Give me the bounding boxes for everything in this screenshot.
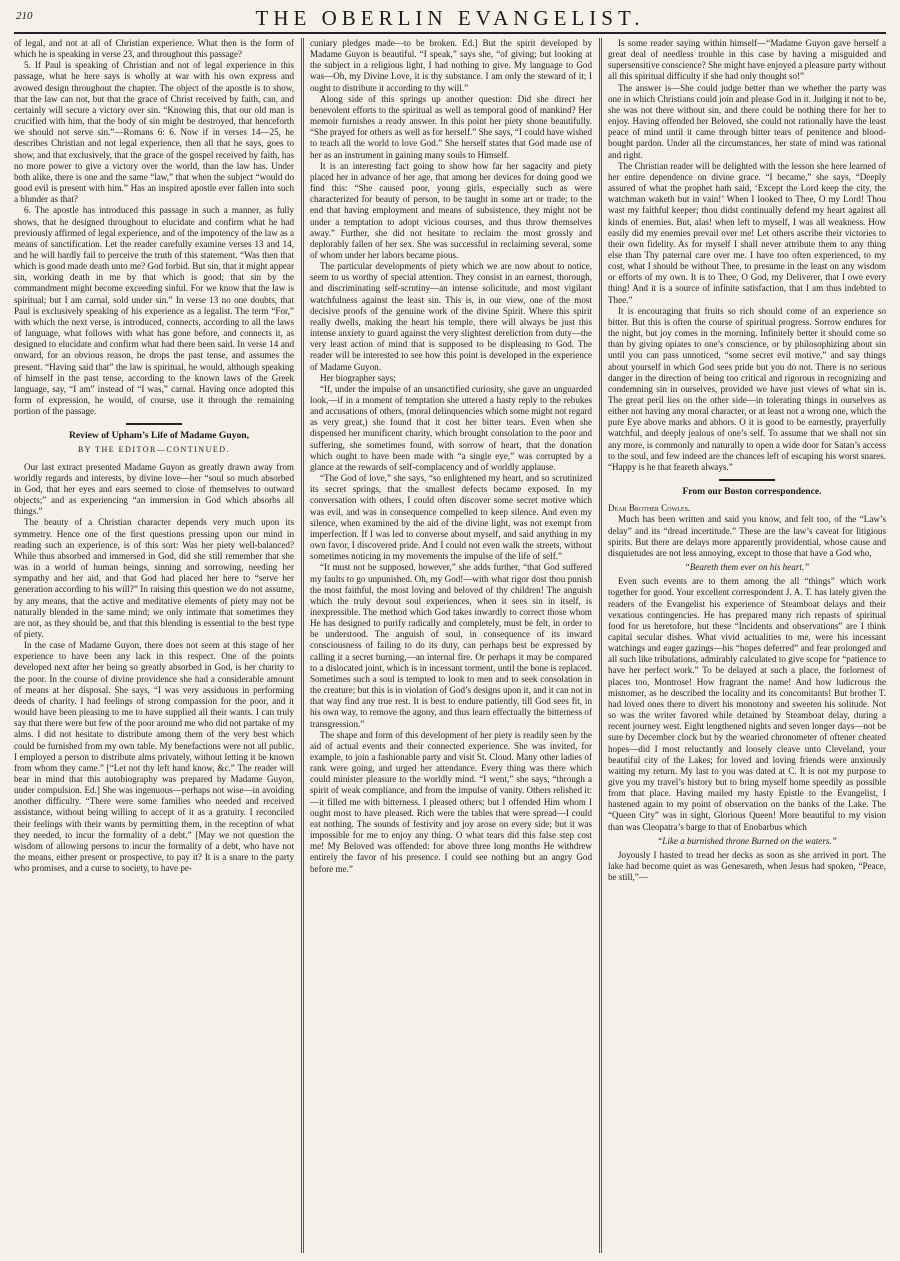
paragraph: 5. If Paul is speaking of Christian and not of legal experience in this passage, what he here says is wholly at war with his own express and avowed design throughout the chapter. The object of the apostle is to show, that the law can not, but that the grace of Christ received by faith, can, and certainly will secure a victory over sin. “Knowing this, that our old man is crucified with him, that the body of sin might be destroyed, that henceforth we should not serve sin.”—Romans 6: 6. Now if in verses 14—25, he describes Christian and not legal experience, then all that he says, goes to show, and that exclusively, that the grace of the gospel received by faith, has no more power to give a victory over the world, than the law has. Under both alike, there is one and the same “law,” that when the subject “would do good evil is present with him.” Has an inspired apostle ever fallen into such a blunder as that?: [14, 60, 294, 205]
paragraph: Even such events are to them among the all “things” which work together for good. Your excellent correspondent J. A. T. has lately given the readers of the Evangelist his experience of Steamboat delays and their vexatious contingencies. He has prepared many rich repasts of spiritual food for us heretofore, but these “Incidents and observations” are I think capital secular dishes. What vivid actualities to me, were his incessant watchings and eager gazings—his “hopes deferred” and fear prolonged and all such like tribulations, admirably calculated to give scope for “patience to have her perfect work.” To be delayed at such a place, the forlornest of places too, Montrose! How fragrant the name! And how ludicrous the misnomer, as he described the locality and its concomitants! But brother T. had loved ones there to divert his monotony and sweeten his solitude. Not so was the writer favored while detained by Steamboat delay, during a recent journey west. Eight lengthened nights and seven longer days—not be sure by December clock but by the wearied chronometer of oftener cheated hopes—did I most reluctantly and loosely cleave unto Cleveland, your beautiful city of the Lakes; for loved and loving friends were anxiously waiting my return. My last to you was dated at C. It is not my purpose to give you my travel’s history but to bring myself home speedily as possible from that place. Having mailed my hasty Epistle to the Evangelist, I hastened again to my point of observation on the banks of the Lake. The “Queen City” was in sight, Glorious Queen! More beautiful to my vision than was Cleopatra’s barge to that of Enobarbus which: [608, 576, 886, 832]
verse-quote: “Like a burnished throne Burned on the waters.”: [657, 835, 837, 846]
masthead-title: THE OBERLIN EVANGELIST.: [255, 6, 645, 30]
paragraph: It is an interesting fact going to show how far her sagacity and piety placed her in advance of her age, that among her devices for doing good we find this: “She caused poor, young girls, especially such as were characterized for beauty of person, to be taught in some art or trade; to the end that having employment and means of subsistence, they might not be under a temptation to adopt vicious courses, and thus throw themselves away.” Further, she did not hesitate to reclaim the most grossly and deplorably fallen of her sex. She was successful in reclaiming several, some of whom under her labors became pious.: [310, 160, 592, 260]
paragraph: Our last extract presented Madame Guyon as greatly drawn away from worldly regards and interests, by divine love—her “soul so much absorbed in God, that her eyes and ears seemed to close of themselves to outward objects;” and as experiencing “an immersion in God which absorbs all things.”: [14, 461, 294, 517]
section-divider: [126, 423, 182, 425]
paragraph: In the case of Madame Guyon, there does not seem at this stage of her experience to have been any lack in this respect. One of the points developed next after her being so greatly absorbed in God, is her charity to the poor. In the course of divine providence she had a considerable amount of means at her disposal. She says, “I was very assiduous in performing deeds of charity. I had feelings of strong compassion for the poor, and it would have been pleasing to me to have supplied all their wants. I can truly say that there were but few of the poor around me who did not partake of my alms. I did not hesitate to distribute among them of the very best which could be furnished from my own table. My benefactions were not all public. I employed a person to distribute alms privately, without letting it be known from whom they came.” [“Let not thy left hand know, &c.” The reader will bear in mind that this autobiography was prepared by Madame Guyon, under compulsion. Ed.] She was ingenuous—perhaps not wise—in avoiding another difficulty. “There were some families who needed and received assistance, without being willing to accept of it as a gratuity. I reconciled their feelings with their wants by permitting them, in the reception of what they needed, to incur the formality of a debt.” [May we not question the wisdom of allowing persons to incur the formality of a debt, who have not the means, either present or prospective, to pay it? It is a snare to the party who promises, and a curse to society, to have pe-: [14, 640, 294, 874]
paragraph: Her biographer says;: [320, 372, 396, 383]
paragraph: The Christian reader will be delighted with the lesson she here learned of her entire dependence on divine grace. “I became,” she says, “Deeply assured of what the prophet hath said, ‘Except the Lord keep the city, the watchman waketh but in vain!’ When I looked to Thee, O my Lord! Thou wast my faithful keeper; thou didst continually defend my heart against all kinds of enemies. But, alas! when left to myself, I was all weakness. How easily did my enemies prevail over me! Let others ascribe their victories to their own fidelity. As for myself I shall never attribute them to any thing else than Thy paternal care over me. I have too often experienced, to my cost, what I should be without Thee, to presume in the least on any wisdom or efforts of my own. It is to Thee, O God, my Deliverer, that I owe every thing! And it is a source of infinite satisfaction, that I am thus indebted to Thee.”: [608, 160, 886, 305]
paragraph: The beauty of a Christian character depends very much upon its symmetry. Hence one of the first questions pressing upon our mind in reading such an experience, is of this sort: Was her piety well-balanced? While thus absorbed and immersed in God, did she still remember that she was in a world of human beings, sinning and sorrowing, needing her sympathy and her aid, and that God had placed her here to “serve her generation according to his will?” In raising this question we do not assume, by any means, that the active and meditative elements of piety may not be naturally blended in the same mind; we only intimate that sometimes they are not, as they should be, and that this blending is essential to the best type of piety.: [14, 517, 294, 639]
paragraph: “If, under the impulse of an unsanctified curiosity, she gave an unguarded look,—if in a moment of temptation she uttered a hasty reply to the rebukes and accusations of others, (moral delinquencies which some might not regard as very great,) she found that it cost her bitter tears. Even when she dispensed her munificent charity, which brought consolation to the poor and suffering, she sometimes found, with sorrow of heart, that the donation which ought to have been made with “a single eye,” was corrupted by a glance at the rewards of self-complacency and of worldly applause.: [310, 383, 592, 472]
page-number: 210: [16, 10, 33, 22]
paragraph: Is some reader saying within himself—“Madame Guyon gave herself a great deal of needless trouble in this case by having a misguided and supersensitive conscience? She might have enjoyed a pleasure party without all this spiritual difficulty if she had only thought so!”: [608, 38, 886, 82]
column-2: [310, 38, 592, 1253]
paragraph: 6. The apostle has introduced this passage in such a manner, as fully shows, that he designed throughout to elucidate and confirm what he had previously affirmed of legal experience, and of the impotency of the law as a means of sanctification. Let the reader carefully examine verses 13 and 14, and he will hardly fail to perceive the truth of this statement. “Was then that which is good made death unto me? God forbid. But sin, that it might appear sin, working death in me by that which is good; that sin by the commandment might become exceeding sinful. For we know that the law is spiritual; but I am carnal, sold under sin.” In verse 13 no one doubts, that Paul is exclusively speaking of his experience as a legalist. The term “For,” with which the next verse, is introduced, connects, according to all the laws of language, what follows with what has gone before, and connects it, as designed to elucidate and confirm what had there been said. In verse 14 and onward, for an obvious reason, he drops the past tense, and assumes the present. “Having said that” the law is spiritual, he would, although speaking of himself in the past tense, according to the known laws of the Greek language, say, “I am” instead of “I was,” carnal. Having once adopted this form of expression, he would, of course, use it through the remaining portion of the passage.: [14, 205, 294, 417]
paragraph: The shape and form of this development of her piety is readily seen by the aid of actual events and their connected experience. She was invited, for example, to join a fashionable party and visit St. Cloud. Many other ladies of rank were going, and urged her attendance. Every thing was there which could minister pleasure to the worldly mind. “I went,” she says, “through a spirit of weak compliance, and from the impulse of vanity. Others relished it:—it filled me with bitterness. I pleased others; but I offended Him whom I ought most to have pleased. Rich were the tables that were spread—I could eat nothing. The sounds of festivity and joy arose on every side; but it was impossible for me to enjoy any thing. O what tears did this false step cost me! My Beloved was offended: for above three long months He withdrew entirely the favor of his presence. I could see nothing but an angry God before me.”: [310, 729, 592, 874]
paragraph: It is encouraging that fruits so rich should come of an experience so bitter. But this is often the course of spiritual progress. Sorrow endures for the night, but joy comes in the morning. Infinitely better it should come so than by giving opiates to one’s conscience, or by philosophizing about sin until you can pass unnoticed, “some secret evil motive,” and say things about yourself in which God sees pride but you do not. There is no serious danger in the direction of being too critical and rigorous in recognizing and condemning sin in ourselves, provided we have just views of what sin is. The great peril lies on the other side—in tolerating things in ourselves as either not having any moral character, or at least not a wrong one, which the pure Eye above marks and abhors. O it is good to be earnestly, prayerfully watchful, and deeply jealous of one’s self. To assume that we shall not sin any more, is commonly and naturally to open a wide door for Satan’s access to the soul, and few indeed are the chances left of escaping his worst snares. “Happy is he that feareth always.”: [608, 305, 886, 472]
paragraph: Joyously I hasted to tread her decks as soon as she arrived in port. The lake had become quiet as was Genesareth, when Jesus had spoken, “Peace, be still,”—: [608, 849, 886, 883]
paragraph: “The God of love,” she says, “so enlightened my heart, and so scrutinized its secret springs, that the smallest defects became exposed. In my conversation with others, I could often discover some secret motive which was evil, and was in consequence compelled to keep silence. And even my silence, when examined by the aid of the divine light, was not exempt from imperfection. If I was led to converse about myself, and said anything in my own favor, I discovered pride. And I could not even walk the streets, without sometimes noticing in my movements the impulse of the life of self.”: [310, 473, 592, 562]
column-1: [14, 38, 294, 1253]
section-title: From our Boston correspondence.: [682, 486, 822, 498]
paragraph: The particular developments of piety which we are now about to notice, seem to us worthy of special attention. They consist in an earnest, thorough, and discriminating self-scrutiny—an intense solicitude, and most vigilant watchfulness against the least sin. This is, in our view, one of the most decisive proofs of the genuine work of the divine Spirit. Where this spirit really dwells, making the heart his temple, there will always be just this intense anxiety to guard against the very slightest dereliction from duty—the very least action of mind that is supposed to be displeasing to God. The reader will be interested to see how this point is developed in the experience of Madame Guyon.: [310, 261, 592, 372]
section-title: Review of Upham’s Life of Madame Guyon,: [68, 430, 250, 442]
section-divider: [719, 479, 775, 481]
verse-quote: “Beareth them ever on his heart.”: [684, 562, 810, 573]
paragraph: Along side of this springs up another question: Did she direct her benevolent efforts to the spiritual as well as temporal good of mankind? Her memoir furnishes a ready answer. In this point her piety shone beautifully. “She prayed for others as well as for herself.” She says, “I could have wished to teach all the world to love God.” She herself states that God made use of her as an instrument in gaining many souls to Himself.: [310, 93, 592, 160]
page-header: [14, 4, 886, 34]
column-rule: [301, 38, 304, 1253]
salutation: Dear Brother Cowles.: [608, 503, 691, 514]
paragraph: of legal, and not at all of Christian experience. What then is the form of which he is speaking in verse 23, and throughout this passage?: [14, 38, 294, 60]
byline: BY THE EDITOR—CONTINUED.: [77, 445, 231, 455]
paragraph: “It must not be supposed, however,” she adds further, “that God suffered my faults to go unpunished. Oh, my God!—with what rigor dost thou punish the most faithful, the most loving and beloved of thy children! The anguish which the truly devout soul experiences, when it sees sin in itself, is inexpressible. The method which God takes inwardly to correct those whom He has designed to purify radically and completely, must be felt, in order to be understood. The anguish of soul, in consequence of its inward consciousness of failing to do its duty, can perhaps best be expressed by calling it a secret burning,—an internal fire. Or perhaps it may be compared to a dislocated joint, which is in incessant torment, until the bone is replaced. Sometimes such a soul is tempted to look to men and to seek consolation in the creature; but this is in violation of God’s designs upon it, and it can not in that way find any true rest. It is best to endure patiently, till God sees fit, in his own way, to remove the agony, and thus learn effectually the bitterness of transgression.”: [310, 562, 592, 729]
column-rule: [599, 38, 602, 1253]
paragraph: cuniary pledges made—to be broken. Ed.] But the spirit developed by Madame Guyon is beautiful. “I speak,” says she, “of giving; but looking at the subject in a religious light, I had nothing to give. My language to God was—Oh, my Divine Love, it is thy substance. I am only the steward of it; I ought to distribute it according to thy will.”: [310, 38, 592, 93]
paragraph: Much has been written and said you know, and felt too, of the “Law’s delay” and its “dread incertitude.” These are the law’s caveat for litigious spirits. But there are delays more apparently providential, whose cause and disquietudes are not less annoying, except to those that have a God who,: [608, 514, 886, 558]
column-3: [608, 38, 886, 1253]
paragraph: The answer is—She could judge better than we whether the party was one in which Christians could join and please God in it. Judging it not to be, she was not there without sin, and there could be nothing there for her to enjoy. Having offended her Beloved, she could not rationally have the least peace of mind until it came through bitter tears of penitence and blood-bought pardon. Under all the circumstances, her state of mind was rational and right.: [608, 82, 886, 160]
columns: [14, 38, 886, 1253]
